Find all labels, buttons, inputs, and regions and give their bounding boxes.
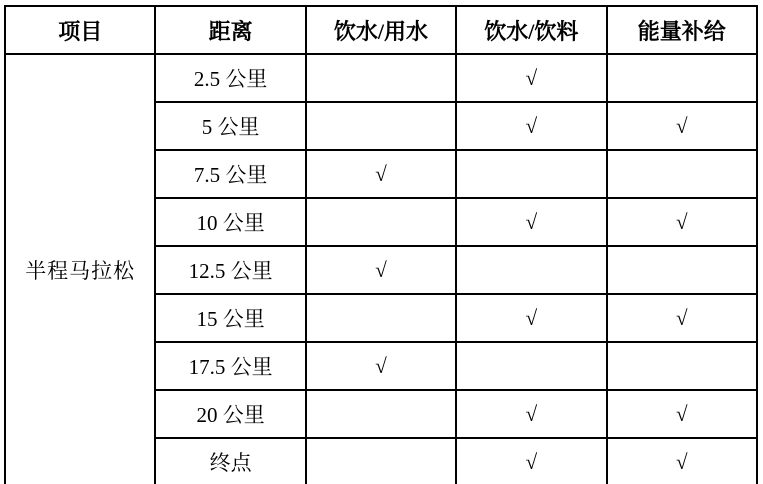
energy-cell [607,246,757,294]
distance-cell: 2.5 公里 [155,54,305,102]
water-cell [306,390,456,438]
header-drinks: 饮水/饮料 [456,6,606,54]
energy-cell [607,150,757,198]
energy-cell: √ [607,102,757,150]
drink-cell: √ [456,294,606,342]
drink-cell: √ [456,102,606,150]
distance-cell: 7.5 公里 [155,150,305,198]
energy-cell: √ [607,198,757,246]
drink-cell: √ [456,438,606,484]
water-cell [306,102,456,150]
header-energy-supply: 能量补给 [607,6,757,54]
drink-cell [456,150,606,198]
energy-cell [607,342,757,390]
drink-cell [456,246,606,294]
header-distance: 距离 [155,6,305,54]
water-cell: √ [306,342,456,390]
energy-cell: √ [607,294,757,342]
header-drinking-water: 饮水/用水 [306,6,456,54]
drink-cell [456,342,606,390]
supply-station-table [4,5,758,484]
distance-cell: 17.5 公里 [155,342,305,390]
water-cell [306,438,456,484]
header-item: 项目 [5,6,155,54]
water-cell [306,54,456,102]
energy-cell: √ [607,438,757,484]
distance-cell: 15 公里 [155,294,305,342]
distance-cell: 10 公里 [155,198,305,246]
water-cell [306,198,456,246]
drink-cell: √ [456,54,606,102]
distance-cell: 5 公里 [155,102,305,150]
water-cell: √ [306,246,456,294]
drink-cell: √ [456,198,606,246]
water-cell [306,294,456,342]
drink-cell: √ [456,390,606,438]
table-row [5,54,757,102]
distance-cell: 12.5 公里 [155,246,305,294]
distance-cell: 20 公里 [155,390,305,438]
water-cell: √ [306,150,456,198]
energy-cell [607,54,757,102]
event-name-cell: 半程马拉松 [5,54,155,484]
header-row [5,6,757,54]
distance-cell: 终点 [155,438,305,484]
energy-cell: √ [607,390,757,438]
